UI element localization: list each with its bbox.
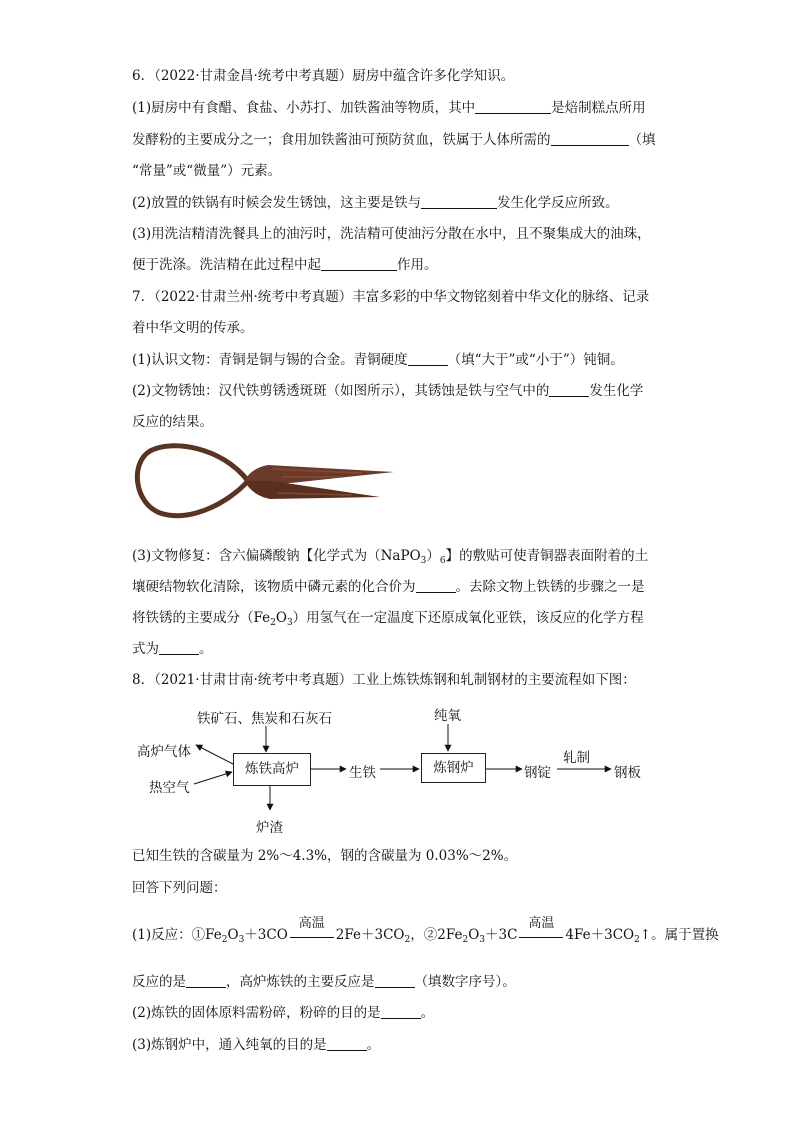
q6-line-6: 便于洗涤。洗洁精在此过程中起 作用。 — [132, 257, 438, 273]
q6-title: 6．（2022·甘肃金昌·统考中考真题）厨房中蕴含许多化学知识。 — [132, 68, 515, 84]
q7-line-6: (3)文物修复：含六偏磷酸钠【化学式为$(NaPO_3)_6$】的敷贴可使青铜器表面附着的土 — [132, 548, 649, 566]
q8-line-r2: 反应的是 ，高炉炼铁的主要反应是 （填数字序号）。 — [132, 974, 516, 990]
q8-line-r3: (2)炼铁的固体原料需粉碎，粉碎的目的是 。 — [132, 1005, 435, 1021]
flow-plate-label: 钢板 — [614, 765, 641, 781]
q8-title: 8．（2021·甘肃甘南·统考中考真题）工业上炼铁炼钢和轧制钢材的主要流程如下图： — [132, 672, 636, 688]
q7-line-2: 着中华文明的传承。 — [132, 320, 254, 336]
flow-hotair-label: 热空气 — [149, 780, 190, 796]
q6-line-5: (3)用洗洁精清洗餐具上的油污时，洗洁精可使油污分散在水中，且不聚集成大的油珠， — [132, 226, 651, 242]
q6-line-2: 发酵粉的主要成分之一；食用加铁酱油可预防贫血，铁属于人体所需的 （填 — [132, 132, 656, 148]
q7-line-5: 反应的结果。 — [132, 414, 213, 430]
flow-slag-label: 炉渣 — [256, 820, 283, 836]
q8-line-r4: (3)炼钢炉中，通入纯氧的目的是 。 — [132, 1037, 381, 1053]
q7-line-3: (1)认识文物：青铜是铜与锡的合金。青铜硬度 （填“大于”或“小于”）钝铜。 — [132, 352, 624, 368]
reaction-condition-1: 高温 — [288, 927, 336, 945]
answer-blank[interactable] — [327, 1036, 367, 1051]
flow-ingot-label: 钢锭 — [524, 765, 551, 781]
reaction-condition-2: 高温 — [517, 927, 565, 945]
flow-roll-label: 轧制 — [563, 750, 590, 766]
arrow-hotair-to-blast — [194, 772, 232, 784]
q7-line-4: (2)文物锈蚀：汉代铁剪锈透斑斑（如图所示），其锈蚀是铁与空气中的 发生化学 — [132, 383, 644, 399]
answer-blank[interactable] — [375, 973, 415, 988]
arrow-blast-to-gas — [196, 745, 233, 764]
q6-line-3: “常量”或“微量”）元素。 — [132, 163, 282, 179]
answer-blank[interactable] — [186, 973, 226, 988]
answer-blank[interactable] — [381, 1004, 421, 1019]
flow-oxygen-label: 纯氧 — [434, 708, 461, 724]
flow-gas-label: 高炉气体 — [137, 744, 191, 760]
q7-line-8: 将铁锈的主要成分$(Fe_2O_3)$用氢气在一定温度下还原成氧化亚铁，该反应的化学方程 — [132, 610, 644, 628]
q8-reactions-line: (1)反应：$①Fe_2O_3+3CO$ 高温 $2Fe+3CO_2$，$②2Fe_2O_3+3C$ 高温 $4Fe+3CO_2↑$。属于置换 — [132, 915, 719, 945]
flow-pig-iron-label: 生铁 — [349, 765, 376, 781]
q8-carbon-info: 已知生铁的含碳量为 2%～4.3%，钢的含碳量为 0.03%～2%。 — [132, 848, 518, 864]
flow-blast-furnace-box: 炼铁高炉 — [233, 753, 311, 786]
flow-ore-label: 铁矿石、焦炭和石灰石 — [197, 711, 332, 727]
q6-line-1: (1)厨房中有食醋、食盐、小苏打、加铁酱油等物质，其中 是焙制糕点所用 — [132, 100, 646, 116]
flow-steel-furnace-box: 炼钢炉 — [421, 753, 486, 783]
q7-line-9: 式为 。 — [132, 641, 213, 657]
q7-line-7: 壤硬结物软化清除，该物质中磷元素的化合价为 。去除文物上铁锈的步骤之一是 — [132, 579, 645, 595]
q7-title: 7．（2022·甘肃兰州·统考中考真题）丰富多彩的中华文物铭刻着中华文化的脉络、记录 — [132, 289, 650, 305]
q6-line-4: (2)放置的铁锅有时候会发生锈蚀，这主要是铁与 发生化学反应所致。 — [132, 195, 619, 211]
q8-answer-prompt: 回答下列问题： — [132, 880, 227, 896]
